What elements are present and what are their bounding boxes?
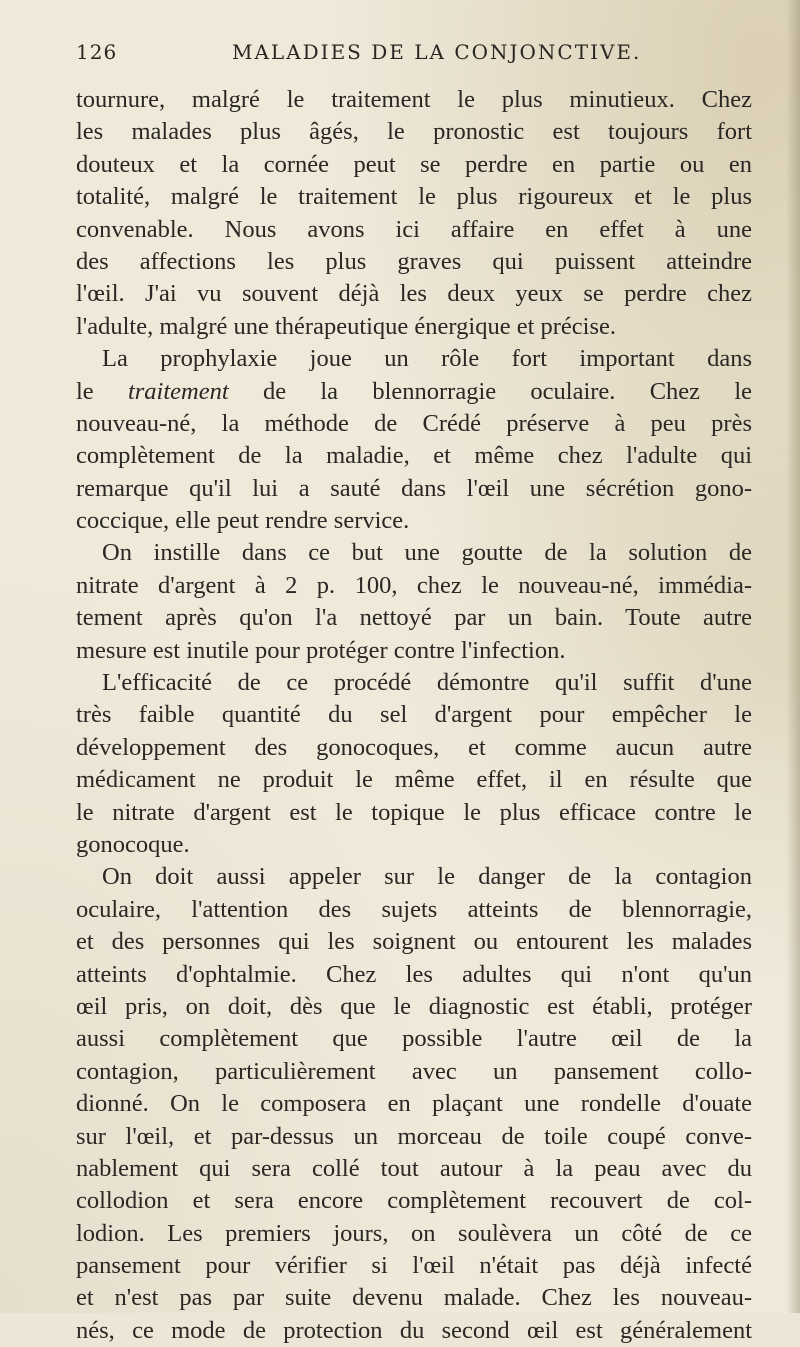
body-text (76, 84, 752, 1347)
text-line: complètement de la maladie, et même chez l'adulte qui (76, 442, 752, 470)
text-line: l'œil. J'ai vu souvent déjà les deux yeux se perdre chez (76, 280, 752, 308)
text-line: le traitement de la blennorragie oculaire. Chez le (76, 377, 752, 405)
page-number: 126 (76, 40, 118, 64)
text-line: On instille dans ce but une goutte de la solution de (102, 539, 752, 567)
page-header (76, 40, 756, 80)
running-head: MALADIES DE LA CONJONCTIVE. (232, 40, 642, 64)
text-line: lodion. Les premiers jours, on soulèvera un côté de ce (76, 1219, 752, 1247)
text-line: remarque qu'il lui a sauté dans l'œil une sécrétion gono- (76, 474, 752, 502)
paragraph (76, 84, 752, 343)
text-line: les malades plus âgés, le pronostic est toujours fort (76, 118, 752, 146)
text-line: et n'est pas par suite devenu malade. Chez les nouveau- (76, 1284, 752, 1312)
text-line: nablement qui sera collé tout autour à la peau avec du (76, 1154, 752, 1182)
text-line: coccique, elle peut rendre service. (76, 507, 410, 535)
text-line: développement des gonocoques, et comme aucun autre (76, 733, 752, 761)
text-line: très faible quantité du sel d'argent pour empêcher le (76, 701, 752, 729)
text-line: L'efficacité de ce procédé démontre qu'il suffit d'une (102, 669, 752, 697)
page-edge-shadow (786, 0, 800, 1313)
text-line: dionné. On le composera en plaçant une rondelle d'ouate (76, 1090, 752, 1118)
text-line: médicament ne produit le même effet, il en résulte que (76, 766, 752, 794)
text-line: pansement pour vérifier si l'œil n'était pas déjà infecté (76, 1252, 752, 1280)
italic-word: traitement (127, 377, 229, 405)
text-line: atteints d'ophtalmie. Chez les adultes qui n'ont qu'un (76, 960, 752, 988)
text-line: des affections les plus graves qui puissent atteindre (76, 247, 752, 275)
text-line: l'adulte, malgré une thérapeutique énergique et précise. (76, 312, 617, 340)
text-line: tement après qu'on l'a nettoyé par un bain. Toute autre (76, 604, 752, 632)
text-line: oculaire, l'attention des sujets atteints de blennorragie, (76, 895, 752, 923)
text-line: aussi complètement que possible l'autre œil de la (76, 1025, 752, 1053)
text-line: nouveau-né, la méthode de Crédé préserve à peu près (76, 409, 752, 437)
text-line: mesure est inutile pour protéger contre l'infection. (76, 636, 566, 664)
text-line: collodion et sera encore complètement recouvert de col- (76, 1187, 752, 1215)
text-line: le nitrate d'argent est le topique le plus efficace contre le (76, 798, 752, 826)
text-line: totalité, malgré le traitement le plus rigoureux et le plus (76, 183, 752, 211)
text-line: et des personnes qui les soignent ou entourent les malades (76, 928, 752, 956)
text-line: La prophylaxie joue un rôle fort important dans (102, 345, 752, 373)
text-line: nitrate d'argent à 2 p. 100, chez le nouveau-né, immédia- (76, 571, 752, 599)
text-line: contagion, particulièrement avec un pansement collo- (76, 1057, 752, 1085)
text-line: gonocoque. (76, 830, 190, 858)
paragraph (76, 343, 752, 537)
text-line: convenable. Nous avons ici affaire en effet à une (76, 215, 752, 243)
text-line: nés, ce mode de protection du second œil est généralement (76, 1316, 752, 1344)
text-line: œil pris, on doit, dès que le diagnostic est établi, protéger (76, 992, 752, 1020)
paragraph (76, 861, 752, 1347)
text-line: douteux et la cornée peut se perdre en partie ou en (76, 150, 752, 178)
text-line: On doit aussi appeler sur le danger de la contagion (102, 863, 752, 891)
paragraph (76, 537, 752, 667)
paragraph (76, 667, 752, 861)
text-line: sur l'œil, et par-dessus un morceau de toile coupé conve- (76, 1122, 752, 1150)
text-line: tournure, malgré le traitement le plus minutieux. Chez (76, 86, 752, 113)
